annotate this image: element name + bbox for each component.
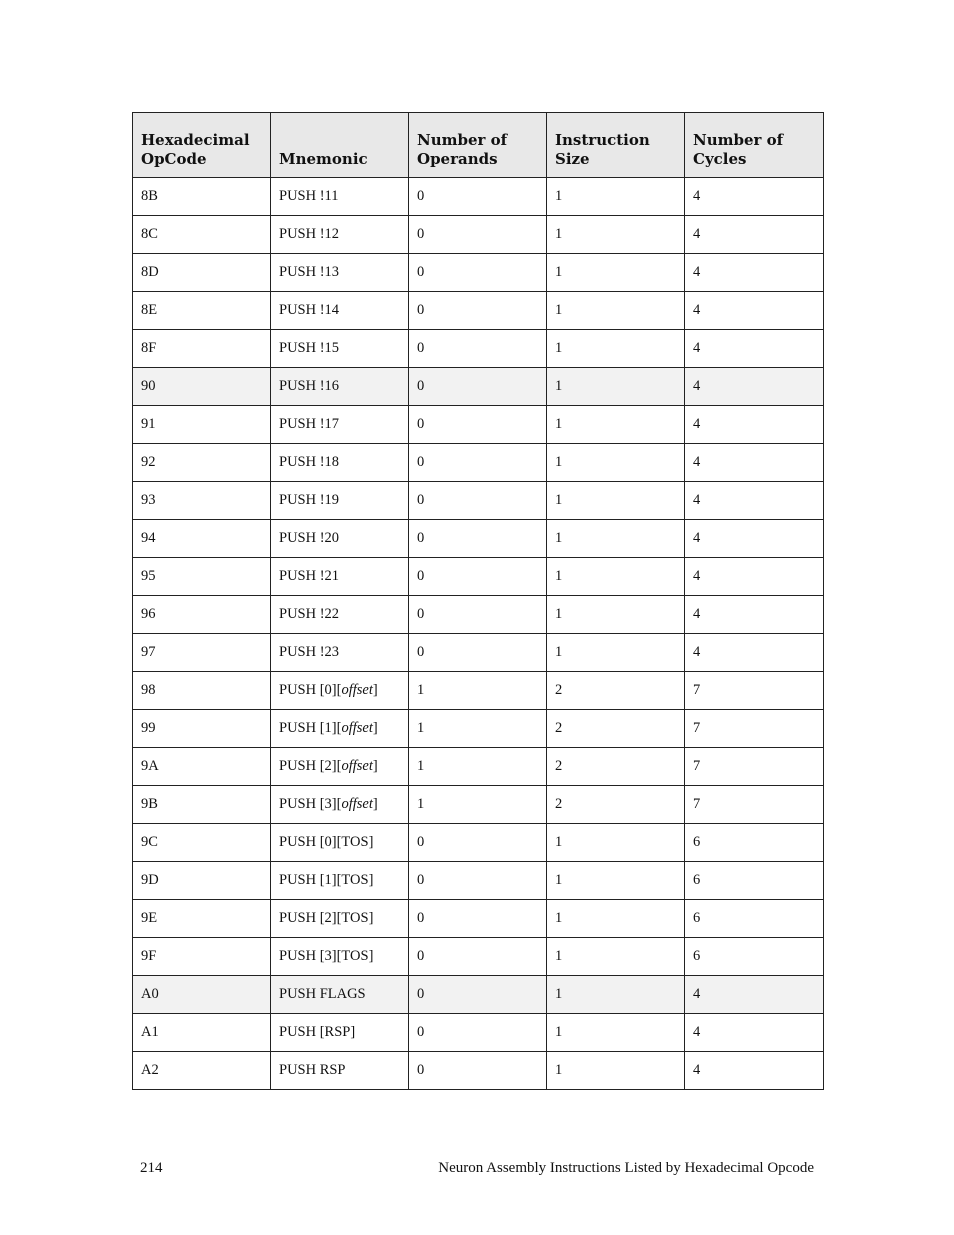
cell-opcode: 95 (133, 558, 271, 596)
table-row (133, 900, 824, 938)
table-row (133, 710, 824, 748)
cell-size: 1 (547, 368, 685, 406)
table-body (133, 178, 824, 1090)
cell-operands: 0 (409, 292, 547, 330)
cell-cycles: 7 (685, 672, 824, 710)
cell-operands: 0 (409, 1052, 547, 1090)
cell-opcode: 8C (133, 216, 271, 254)
cell-mnemonic: PUSH !14 (271, 292, 409, 330)
cell-operands: 0 (409, 634, 547, 672)
cell-size: 1 (547, 254, 685, 292)
header-cycles: Number of Cycles (685, 113, 824, 178)
cell-mnemonic (271, 710, 409, 748)
mnemonic-suffix: ] (372, 682, 378, 698)
cell-mnemonic: PUSH [0][TOS] (271, 824, 409, 862)
cell-operands: 1 (409, 748, 547, 786)
cell-mnemonic: PUSH !23 (271, 634, 409, 672)
cell-opcode: 9E (133, 900, 271, 938)
cell-operands: 0 (409, 900, 547, 938)
cell-mnemonic: PUSH FLAGS (271, 976, 409, 1014)
cell-cycles: 7 (685, 748, 824, 786)
cell-opcode: 9D (133, 862, 271, 900)
cell-cycles: 4 (685, 558, 824, 596)
cell-opcode: 93 (133, 482, 271, 520)
cell-operands: 0 (409, 254, 547, 292)
section-title: Neuron Assembly Instructions Listed by Hexadecimal Opcode (438, 1160, 814, 1176)
cell-size: 1 (547, 292, 685, 330)
cell-mnemonic: PUSH RSP (271, 1052, 409, 1090)
mnemonic-text: PUSH [0][ (279, 682, 342, 698)
cell-mnemonic: PUSH !15 (271, 330, 409, 368)
table-row (133, 672, 824, 710)
cell-size: 1 (547, 938, 685, 976)
cell-cycles: 7 (685, 786, 824, 824)
cell-operands: 0 (409, 216, 547, 254)
cell-cycles: 4 (685, 292, 824, 330)
table-row (133, 976, 824, 1014)
cell-operands: 0 (409, 406, 547, 444)
cell-mnemonic: PUSH !11 (271, 178, 409, 216)
cell-mnemonic: PUSH [3][TOS] (271, 938, 409, 976)
table-row (133, 558, 824, 596)
cell-cycles: 4 (685, 368, 824, 406)
cell-mnemonic: PUSH [RSP] (271, 1014, 409, 1052)
cell-operands: 0 (409, 938, 547, 976)
cell-size: 1 (547, 862, 685, 900)
table-row (133, 596, 824, 634)
mnemonic-suffix: ] (372, 796, 378, 812)
table-row (133, 178, 824, 216)
cell-operands: 0 (409, 862, 547, 900)
cell-mnemonic: PUSH !13 (271, 254, 409, 292)
cell-opcode: A0 (133, 976, 271, 1014)
cell-cycles: 4 (685, 976, 824, 1014)
table-row (133, 938, 824, 976)
cell-opcode: 9C (133, 824, 271, 862)
cell-mnemonic: PUSH !19 (271, 482, 409, 520)
mnemonic-operand-italic: offset (341, 796, 373, 812)
cell-operands: 0 (409, 444, 547, 482)
cell-cycles: 7 (685, 710, 824, 748)
table-row (133, 862, 824, 900)
cell-mnemonic: PUSH !17 (271, 406, 409, 444)
mnemonic-text: PUSH [2][ (279, 758, 342, 774)
table-row (133, 254, 824, 292)
cell-size: 1 (547, 558, 685, 596)
header-operands: Number of Operands (409, 113, 547, 178)
cell-opcode: 8E (133, 292, 271, 330)
cell-operands: 0 (409, 330, 547, 368)
cell-opcode: 8D (133, 254, 271, 292)
table-row (133, 520, 824, 558)
cell-size: 2 (547, 748, 685, 786)
cell-size: 1 (547, 520, 685, 558)
cell-cycles: 6 (685, 824, 824, 862)
cell-cycles: 6 (685, 862, 824, 900)
table-row (133, 748, 824, 786)
cell-size: 1 (547, 824, 685, 862)
table-header-row (133, 113, 824, 178)
cell-cycles: 4 (685, 178, 824, 216)
cell-mnemonic (271, 748, 409, 786)
mnemonic-text: PUSH [3][ (279, 796, 342, 812)
header-size: Instruction Size (547, 113, 685, 178)
cell-size: 2 (547, 786, 685, 824)
cell-mnemonic: PUSH !22 (271, 596, 409, 634)
cell-cycles: 4 (685, 216, 824, 254)
cell-opcode: 9A (133, 748, 271, 786)
header-opcode: Hexadecimal OpCode (133, 113, 271, 178)
cell-opcode: A1 (133, 1014, 271, 1052)
mnemonic-operand-italic: offset (341, 682, 373, 698)
cell-operands: 0 (409, 1014, 547, 1052)
cell-operands: 0 (409, 558, 547, 596)
cell-size: 1 (547, 1014, 685, 1052)
cell-cycles: 4 (685, 482, 824, 520)
cell-opcode: 97 (133, 634, 271, 672)
cell-size: 1 (547, 900, 685, 938)
cell-operands: 1 (409, 710, 547, 748)
cell-mnemonic: PUSH !18 (271, 444, 409, 482)
cell-operands: 0 (409, 482, 547, 520)
opcode-table (132, 112, 824, 1090)
cell-size: 1 (547, 976, 685, 1014)
cell-size: 1 (547, 216, 685, 254)
cell-opcode: 98 (133, 672, 271, 710)
table-row (133, 1052, 824, 1090)
cell-operands: 1 (409, 786, 547, 824)
cell-cycles: 4 (685, 1052, 824, 1090)
cell-mnemonic: PUSH [1][TOS] (271, 862, 409, 900)
cell-opcode: 99 (133, 710, 271, 748)
cell-size: 2 (547, 710, 685, 748)
cell-cycles: 4 (685, 520, 824, 558)
table-row (133, 786, 824, 824)
cell-mnemonic (271, 672, 409, 710)
cell-operands: 1 (409, 672, 547, 710)
cell-mnemonic: PUSH !20 (271, 520, 409, 558)
table-row (133, 330, 824, 368)
table-row (133, 482, 824, 520)
cell-operands: 0 (409, 368, 547, 406)
cell-size: 1 (547, 1052, 685, 1090)
cell-opcode: 8F (133, 330, 271, 368)
cell-operands: 0 (409, 824, 547, 862)
cell-opcode: 96 (133, 596, 271, 634)
cell-opcode: 92 (133, 444, 271, 482)
mnemonic-operand-italic: offset (341, 720, 373, 736)
cell-size: 1 (547, 330, 685, 368)
cell-size: 1 (547, 596, 685, 634)
page-number: 214 (140, 1160, 163, 1176)
mnemonic-suffix: ] (372, 758, 378, 774)
table-row (133, 824, 824, 862)
cell-cycles: 4 (685, 1014, 824, 1052)
cell-cycles: 6 (685, 900, 824, 938)
cell-cycles: 4 (685, 596, 824, 634)
table-row (133, 216, 824, 254)
cell-opcode: 9F (133, 938, 271, 976)
cell-mnemonic: PUSH !16 (271, 368, 409, 406)
cell-mnemonic: PUSH !12 (271, 216, 409, 254)
cell-opcode: 8B (133, 178, 271, 216)
cell-cycles: 4 (685, 406, 824, 444)
header-mnemonic: Mnemonic (271, 113, 409, 178)
table-row (133, 634, 824, 672)
cell-size: 1 (547, 406, 685, 444)
cell-cycles: 4 (685, 254, 824, 292)
cell-size: 1 (547, 444, 685, 482)
cell-size: 1 (547, 482, 685, 520)
table-row (133, 444, 824, 482)
cell-mnemonic (271, 786, 409, 824)
cell-cycles: 4 (685, 634, 824, 672)
cell-operands: 0 (409, 976, 547, 1014)
cell-operands: 0 (409, 596, 547, 634)
cell-operands: 0 (409, 178, 547, 216)
cell-cycles: 6 (685, 938, 824, 976)
cell-opcode: 91 (133, 406, 271, 444)
cell-opcode: 90 (133, 368, 271, 406)
cell-opcode: 94 (133, 520, 271, 558)
cell-opcode: A2 (133, 1052, 271, 1090)
table-row (133, 1014, 824, 1052)
cell-mnemonic: PUSH [2][TOS] (271, 900, 409, 938)
cell-size: 1 (547, 634, 685, 672)
table-row (133, 292, 824, 330)
mnemonic-operand-italic: offset (341, 758, 373, 774)
mnemonic-text: PUSH [1][ (279, 720, 342, 736)
mnemonic-suffix: ] (372, 720, 378, 736)
cell-cycles: 4 (685, 330, 824, 368)
table-row (133, 406, 824, 444)
cell-mnemonic: PUSH !21 (271, 558, 409, 596)
cell-operands: 0 (409, 520, 547, 558)
cell-cycles: 4 (685, 444, 824, 482)
table-row (133, 368, 824, 406)
cell-opcode: 9B (133, 786, 271, 824)
cell-size: 2 (547, 672, 685, 710)
cell-size: 1 (547, 178, 685, 216)
